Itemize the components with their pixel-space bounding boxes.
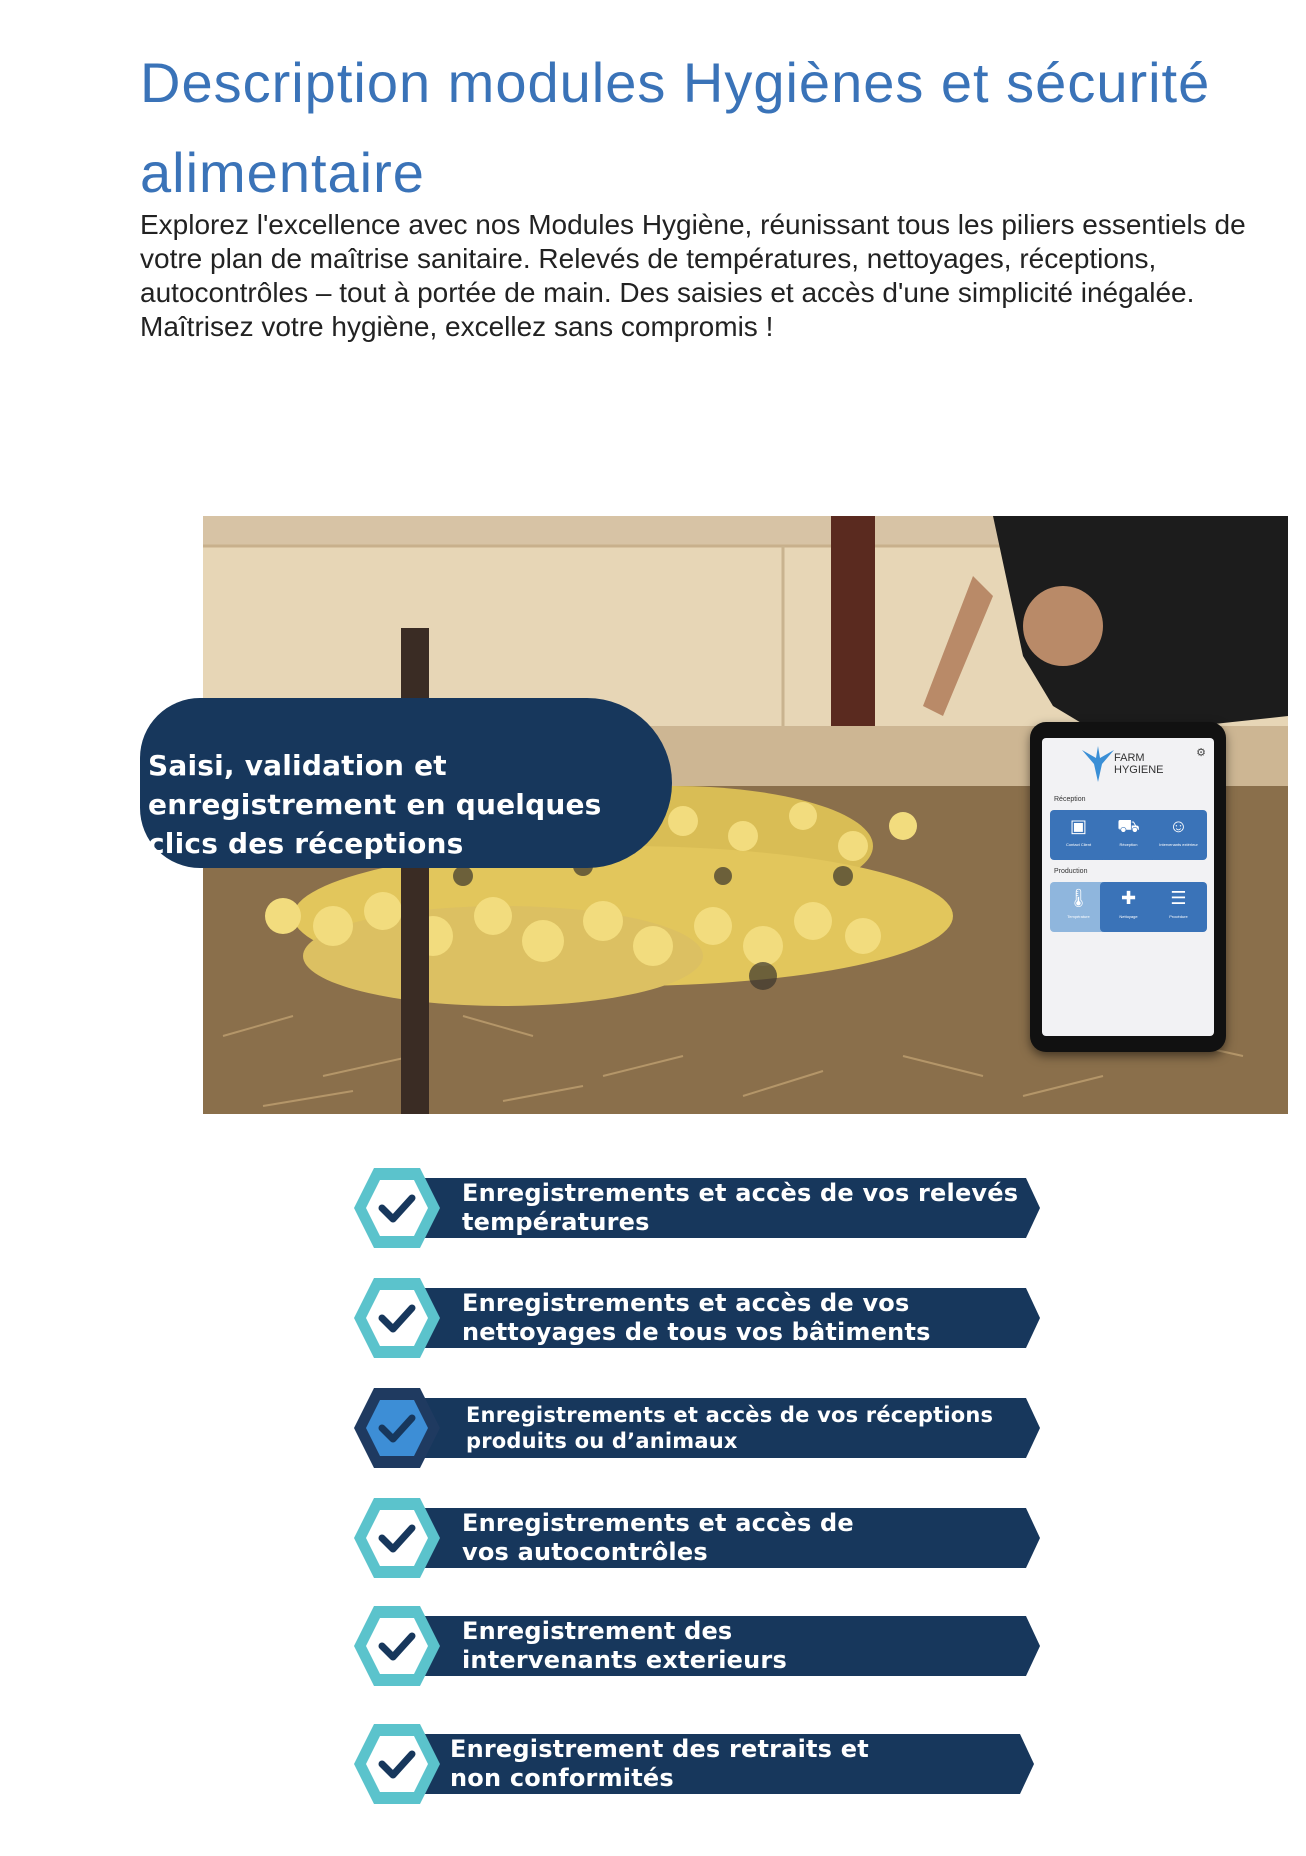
people-icon: ☺	[1169, 816, 1188, 836]
thermometer-icon: 🌡	[1067, 888, 1090, 908]
cart-icon: ⛟	[1117, 816, 1140, 836]
feature-label: Enregistrements et accès de vos réceptions produits ou d’animaux	[466, 1403, 994, 1453]
feature-label: Enregistrements et accès de vos nettoyages de tous vos bâtiments	[462, 1289, 931, 1346]
tablet-device	[1030, 722, 1226, 1052]
feature-label: Enregistrement des retraits et non conformités	[450, 1735, 869, 1792]
checkmark-hex-badge	[352, 1166, 442, 1250]
feature-temperatures	[352, 1166, 1040, 1250]
tablet-button-nettoyage[interactable]: ✚ Nettoyage	[1100, 882, 1157, 932]
checkmark-hex-badge	[352, 1604, 442, 1688]
tablet-button-procedure[interactable]: ☰ Procédure	[1150, 882, 1207, 932]
checklist-icon: ☰	[1170, 888, 1187, 908]
checkmark-hex-badge	[352, 1722, 442, 1806]
callout-text: Saisi, validation et enregistrement en quelques clics des réceptions	[148, 749, 602, 860]
tablet-button-contact-client[interactable]: ▣ Contact Client	[1050, 810, 1107, 860]
feature-nettoyages	[352, 1276, 1040, 1360]
checkmark-hex-badge	[352, 1386, 442, 1470]
intro-paragraph: Explorez l'excellence avec nos Modules Hygiène, réunissant tous les piliers essentiels de votre plan de maîtrise sanitaire. Relevés de températures, nettoyages, réceptions, autocontrôles – tout à portée de main. Des saisies et accès d'une simplicité inégalée. Maîtrisez votre hygiène, excellez sans compromis !	[140, 209, 1246, 342]
gear-icon[interactable]: ⚙	[1196, 747, 1206, 759]
feature-intervenants	[352, 1604, 1040, 1688]
checkmark-hex-badge	[352, 1496, 442, 1580]
feature-label: Enregistrement des intervenants exterieurs	[462, 1617, 787, 1674]
tablet-button-temperature[interactable]: 🌡 Température	[1050, 882, 1107, 932]
tablet-section-production: Production	[1054, 868, 1088, 875]
reception-callout	[140, 698, 672, 868]
feature-label: Enregistrements et accès de vos relevés températures	[462, 1179, 1019, 1236]
tablet-button-intervenants[interactable]: ☺ Intervenants extérieur	[1150, 810, 1207, 860]
checkmark-hex-badge	[352, 1276, 442, 1360]
feature-receptions	[352, 1386, 1040, 1470]
tablet-section-reception: Réception	[1054, 796, 1086, 803]
phoenix-icon	[1080, 744, 1116, 784]
cleaning-icon: ✚	[1120, 888, 1137, 908]
tablet-logo-text: FARM HYGIENE	[1114, 752, 1164, 776]
feature-label: Enregistrements et accès de vos autocontrôles	[462, 1509, 854, 1566]
contact-card-icon: ▣	[1069, 816, 1087, 836]
page-title: Description modules Hygiènes et sécurité alimentaire	[140, 51, 1211, 204]
tablet-screen	[1042, 738, 1214, 1036]
feature-autocontroles	[352, 1496, 1040, 1580]
tablet-button-reception[interactable]: ⛟ Réception	[1100, 810, 1157, 860]
feature-retraits	[352, 1722, 1040, 1806]
